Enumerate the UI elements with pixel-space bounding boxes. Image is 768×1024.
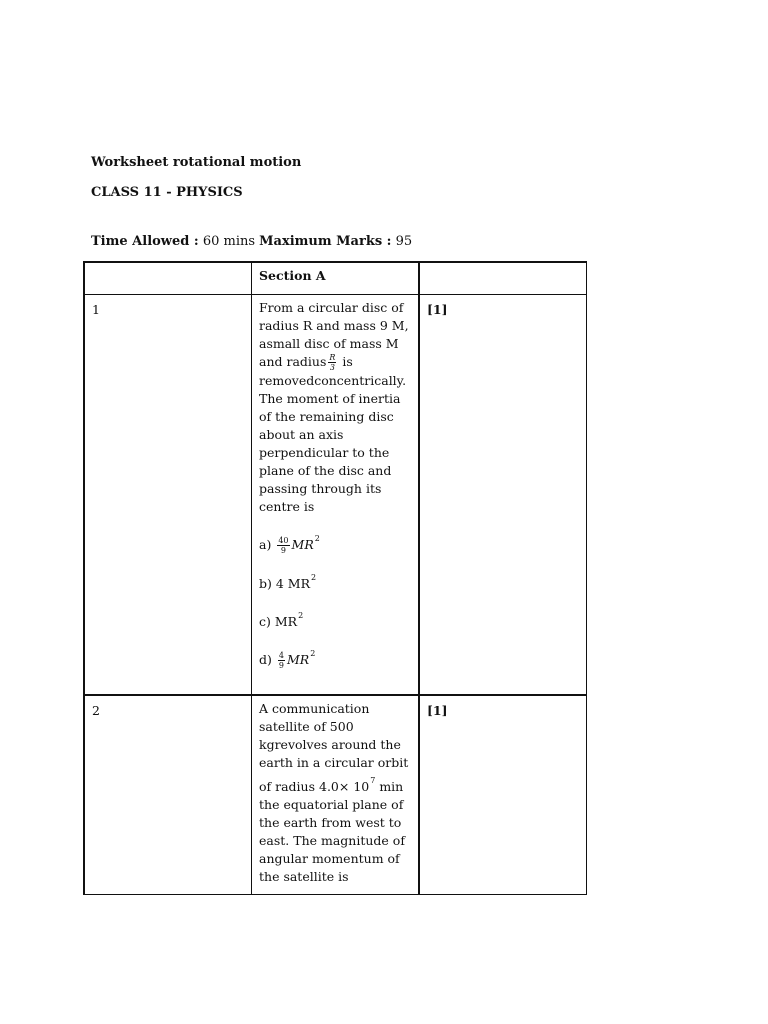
option-d	[259, 645, 412, 670]
question-text-cell	[252, 695, 420, 895]
section-label: Section A	[259, 268, 326, 283]
question-marks-cell	[419, 695, 587, 895]
question-stem-part1: From a circular disc of radius R and mass 9 M, asmall disc of mass M and radius	[259, 300, 409, 369]
question-text-cell	[252, 295, 420, 696]
class-subject-line: CLASS 11 - PHYSICS	[91, 185, 243, 200]
option-a-denominator: 9	[280, 546, 286, 555]
time-allowed-label: Time Allowed :	[91, 234, 199, 249]
option-c-text: c) MR	[259, 614, 298, 629]
worksheet-title: Worksheet rotational motion	[91, 155, 302, 170]
table-row	[84, 695, 587, 895]
maximum-marks-label: Maximum Marks :	[259, 234, 392, 249]
option-b-exponent: 2	[311, 573, 317, 582]
question-number: 2	[92, 703, 100, 718]
option-a-expression: MR	[291, 537, 314, 552]
question-stem-part1: A communication satellite of 500 kgrevolves around the earth in a circular orbit of radius 4.0× 10	[259, 701, 409, 794]
option-a-fraction	[277, 536, 289, 555]
option-d-expression: MR	[286, 652, 310, 667]
fraction-numerator: R	[329, 353, 336, 362]
question-stem-part2: min the equatorial plane of the earth from west to east. The magnitude of angular momentum of the satellite is	[259, 779, 405, 884]
question-marks: [1]	[427, 302, 448, 317]
question-marks-cell	[419, 295, 587, 696]
header-cell-marks	[419, 262, 587, 295]
option-d-denominator: 9	[278, 661, 284, 670]
option-d-numerator: 4	[278, 651, 284, 660]
exam-meta-line	[91, 234, 412, 249]
header-cell-section	[252, 262, 420, 295]
option-b	[259, 569, 412, 593]
question-number-cell	[84, 295, 252, 696]
question-text	[252, 295, 418, 676]
question-number: 1	[92, 302, 100, 317]
option-a-exponent: 2	[314, 534, 320, 543]
radius-exponent: 7	[370, 776, 376, 785]
question-number-cell	[84, 695, 252, 895]
option-c-exponent: 2	[298, 611, 304, 620]
fraction-denominator: 3	[329, 363, 335, 372]
question-text	[252, 696, 418, 892]
option-d-prefix: d)	[259, 652, 272, 667]
option-d-exponent: 2	[310, 649, 316, 658]
section-header-row	[84, 262, 587, 295]
option-d-fraction	[278, 651, 285, 670]
table-row	[84, 295, 587, 696]
header-cell-number	[84, 262, 252, 295]
questions-table	[83, 261, 587, 895]
option-a-prefix: a)	[259, 537, 272, 552]
option-c	[259, 607, 412, 631]
option-b-text: b) 4 MR	[259, 576, 310, 591]
question-stem-part2: is removedconcentrically. The moment of inertia of the remaining disc about an axis perpendicular to the plane of the disc and passing through its centre is	[259, 354, 407, 514]
question-marks: [1]	[427, 703, 448, 718]
option-a-numerator: 40	[278, 536, 289, 545]
maximum-marks-value: 95	[395, 234, 413, 249]
time-allowed-value: 60 mins	[202, 234, 256, 249]
option-a	[259, 530, 412, 555]
fraction-r-over-3	[328, 353, 336, 372]
